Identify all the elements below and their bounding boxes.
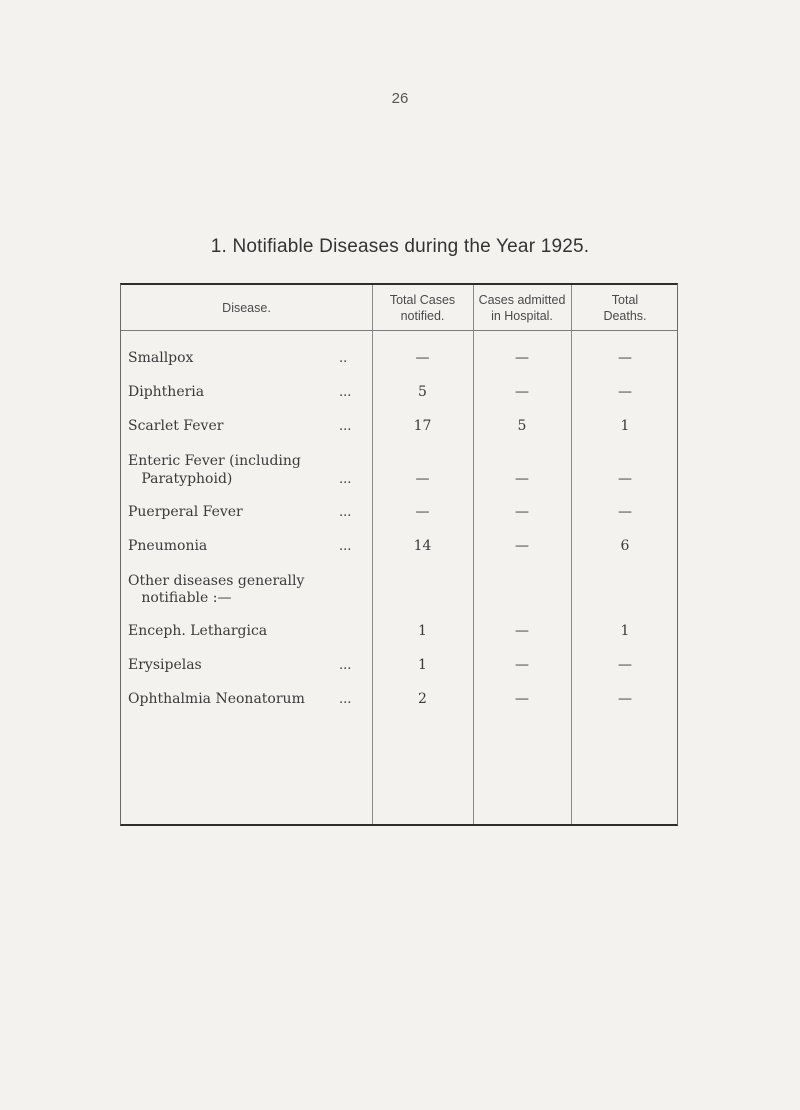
hospital-value: — <box>515 350 529 366</box>
table-row <box>121 453 677 473</box>
disease-name: Enceph. Lethargica <box>128 623 268 639</box>
hospital-value: — <box>515 504 529 520</box>
notified-value: 1 <box>418 657 427 673</box>
notified-value: — <box>415 504 430 520</box>
page-title: 1. Notifiable Diseases during the Year 1925. <box>210 236 590 257</box>
hospital-value: — <box>515 471 529 487</box>
leader-dots: ... <box>339 472 352 487</box>
leader-dots: ... <box>339 539 352 554</box>
hospital-value: — <box>515 623 529 639</box>
disease-name: Ophthalmia Neonatorum <box>128 691 305 707</box>
table-row <box>121 504 677 524</box>
notified-value: 14 <box>413 538 432 554</box>
header-disease: Disease. <box>222 300 271 315</box>
hospital-value: — <box>515 657 529 673</box>
header-hospital-cases: Cases admitted in Hospital. <box>478 292 566 323</box>
deaths-value: — <box>618 384 632 400</box>
leader-dots: ... <box>339 385 352 400</box>
disease-name: Diphtheria <box>128 384 205 400</box>
disease-name: Puerperal Fever <box>128 504 243 520</box>
leader-dots: ... <box>339 658 352 673</box>
disease-name: Smallpox <box>128 350 194 366</box>
disease-name: Scarlet Fever <box>128 418 224 434</box>
hospital-value: — <box>515 691 529 707</box>
deaths-value: 6 <box>620 538 630 554</box>
page-number: 26 <box>391 90 409 107</box>
notified-value: 5 <box>418 384 427 400</box>
leader-dots: .. <box>339 351 348 366</box>
disease-name: Other diseases generally <box>128 573 305 589</box>
deaths-value: 1 <box>620 623 630 639</box>
leader-dots: ... <box>339 419 352 434</box>
deaths-value: 1 <box>620 418 630 434</box>
header-divider <box>121 330 677 331</box>
deaths-value: — <box>618 504 632 520</box>
disease-name: Pneumonia <box>128 538 208 554</box>
table-row <box>121 418 677 438</box>
disease-name: notifiable :— <box>128 590 232 606</box>
disease-name: Enteric Fever (including <box>128 453 301 469</box>
table-row <box>121 657 677 677</box>
deaths-value: — <box>618 471 632 487</box>
table-row <box>121 384 677 404</box>
table-row <box>121 623 677 643</box>
table-row <box>121 691 677 711</box>
deaths-value: — <box>618 350 632 366</box>
notified-value: 1 <box>418 623 427 639</box>
hospital-value: — <box>515 538 529 554</box>
notified-value: 2 <box>418 691 427 707</box>
hospital-value: — <box>515 384 529 400</box>
notified-value: — <box>415 350 430 366</box>
table-row <box>121 590 677 610</box>
table-row <box>121 471 677 491</box>
table-row <box>121 350 677 370</box>
leader-dots: ... <box>339 692 352 707</box>
leader-dots: ... <box>339 505 352 520</box>
disease-table <box>120 283 678 826</box>
notified-value: 17 <box>413 418 432 434</box>
header-total-deaths: Total Deaths. <box>603 292 647 323</box>
table-row <box>121 538 677 558</box>
disease-name: Paratyphoid) <box>128 471 233 487</box>
hospital-value: 5 <box>517 418 527 434</box>
header-total-cases: Total Cases notified. <box>389 292 456 323</box>
notified-value: — <box>415 471 430 487</box>
deaths-value: — <box>618 657 632 673</box>
deaths-value: — <box>618 691 632 707</box>
disease-name: Erysipelas <box>128 657 202 673</box>
